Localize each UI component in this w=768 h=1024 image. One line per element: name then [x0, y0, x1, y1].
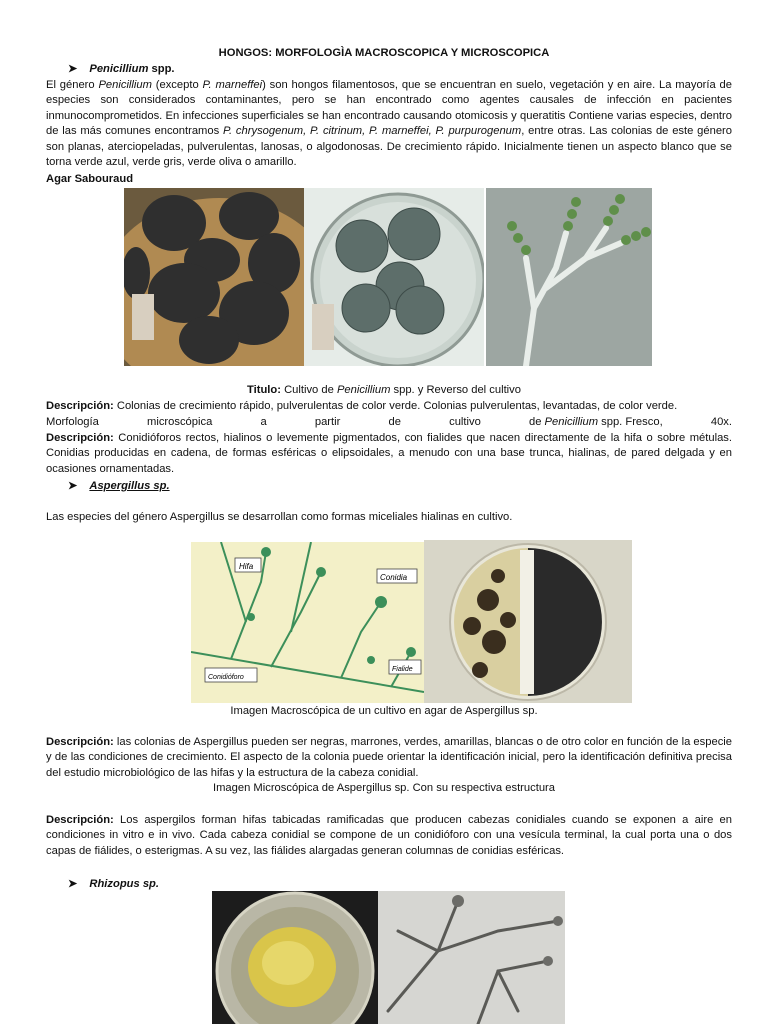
description-label: Descripción: [46, 736, 114, 748]
section-heading-rhizopus [68, 877, 159, 892]
conidia-label: Conidia [380, 573, 408, 582]
arrow-bullet-icon: ➤ [68, 878, 78, 890]
heading-genus: Rhizopus sp. [89, 878, 159, 890]
aspergillus-intro: Las especies del género Aspergillus se desarrollan como formas miceliales hialinas en cultivo. [46, 511, 513, 523]
text: cultivo [449, 416, 481, 428]
penicillium-microscopy-photo [486, 188, 652, 366]
text: Morfología [46, 416, 99, 428]
caption-label: Titulo: [247, 384, 281, 396]
fialide-label: Fialide [392, 666, 413, 673]
text: , entre otras. Las colonias de este género son planas, aterciopeladas, pulverulentas, lanosas, o algodonosas. De crecimiento rápido. Inicialmente tienen un aspecto blanco que se torna verde azul, verde gris, verde oliva o amarillo. [46, 125, 732, 169]
heading-genus: Aspergillus sp. [89, 480, 170, 492]
description-label: Descripción: [46, 814, 114, 826]
agar-label: Agar Sabouraud [46, 173, 134, 185]
penicillium-caption [0, 383, 768, 398]
text: El género [46, 79, 99, 91]
text: ) son hongos filamentosos, que se encuentran en suelo, vegetación y en aire. La mayoría de especies son considerados contaminantes, pero se han encontrado como agentes causales de infección en pacientes inmunocomprometidos. En infecciones superficiales se han encontrado causando otomicosis y queratitis Contiene varias especies, dentro de las más comunes encontramos [46, 79, 733, 138]
morphology-species [529, 415, 663, 430]
rhizopus-microscopy-photo [378, 891, 565, 1024]
conidioforo-label: Conidióforo [208, 674, 244, 681]
rhizopus-culture-photo [212, 891, 378, 1024]
text-italic: Penicillium [98, 79, 152, 91]
aspergillus-microscopy-photo [191, 542, 424, 703]
hifa-label: Hifa [239, 562, 254, 571]
aspergillus-description-1 [46, 735, 732, 781]
section-heading-penicillium [68, 62, 175, 77]
description-label: Descripción: [46, 400, 114, 412]
penicillium-culture-photo [124, 188, 304, 366]
text: Colonias de crecimiento rápido, pulverulentas de color verde. Colonias pulverulentas, levantadas, de color verde. [113, 400, 678, 412]
text: microscópica [147, 416, 213, 428]
penicillium-reverse-photo [304, 188, 484, 366]
aspergillus-caption-1: Imagen Macroscópica de un cultivo en agar de Aspergillus sp. [230, 705, 538, 717]
arrow-bullet-icon: ➤ [68, 480, 78, 492]
text: 40x. [710, 416, 732, 428]
penicillium-paragraph [46, 78, 732, 170]
text-italic: P. chrysogenum, P. citrinum, P. marneffei, P. purpurogenum [223, 125, 522, 138]
text: de [528, 416, 545, 428]
arrow-bullet-icon: ➤ [68, 63, 78, 75]
heading-genus: Penicillium [89, 63, 149, 75]
text: las colonias de Aspergillus pueden ser negras, marrones, verdes, amarillas, blancas o de otro color en función de la especie y de las condiciones de crecimiento. El aspecto de la colonia puede orientar la identificación inicial, pero la identificación definitiva precisa del estudio microbiológico de las hifas y la estructura de la cabeza conidial. [46, 736, 732, 779]
aspergillus-culture-photo [424, 540, 632, 703]
text: (excepto [151, 79, 203, 91]
aspergillus-description-2 [46, 813, 732, 859]
text: a [260, 416, 267, 428]
heading-suffix: spp. [148, 63, 175, 75]
aspergillus-caption-2: Imagen Microscópica de Aspergillus sp. Con su respectiva estructura [213, 782, 555, 794]
penicillium-description-2 [46, 431, 732, 477]
text: Cultivo de [280, 384, 337, 396]
text-italic: P. marneffei [202, 79, 263, 91]
section-heading-aspergillus [68, 479, 170, 494]
text: spp. Fresco, [598, 416, 663, 428]
text-italic: Penicillium [544, 416, 599, 428]
page-title: HONGOS: MORFOLOGÌA MACROSCOPICA Y MICROSCOPICA [218, 47, 550, 59]
penicillium-description-1 [46, 399, 732, 414]
description-label: Descripción: [46, 432, 114, 444]
text: spp. y Reverso del cultivo [390, 384, 521, 396]
text: Los aspergilos forman hifas tabicadas ramificadas que producen cabezas conidiales cuando se exponen a aire en condiciones in vitro e in vivo. Cada cabeza conidial se compone de un conidióforo con una vesícula terminal, la cual porta una o dos capas de fiálides, o esterigmas. A su vez, las fiálides alargadas generan columnas de conidias esféricas. [46, 814, 732, 857]
morphology-line [46, 415, 732, 430]
text-italic: Penicillium [336, 384, 391, 396]
text: partir [314, 416, 341, 428]
text: Conidióforos rectos, hialinos o levemente pigmentados, con fialides que nacen directamente de la hifa o sobre métulas. Conidias producidas en cadena, de formas esféricas o elipsoidales, a menudo con una base trunca, hialinas, de pared delgada y en ocasiones ornamentadas. [46, 432, 732, 475]
text: de [388, 416, 401, 428]
